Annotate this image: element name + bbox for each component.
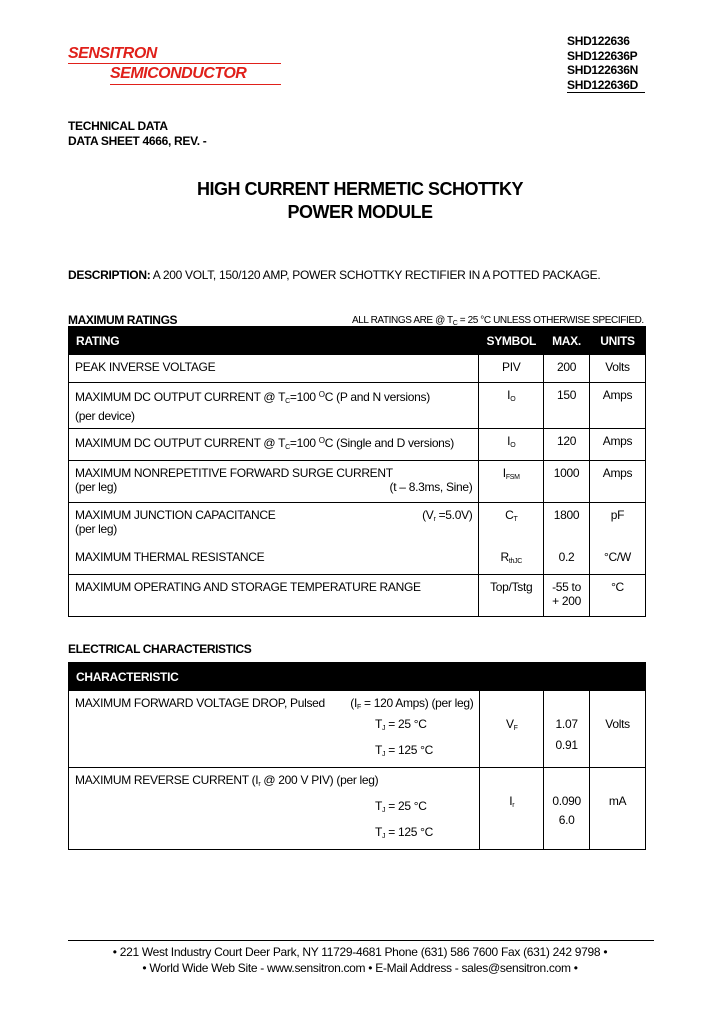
symbol-text: R [500, 549, 509, 564]
symbol-sub: thJC [508, 557, 523, 565]
characteristic-units: Volts [590, 691, 646, 768]
footer [0, 944, 720, 976]
header-max: MAX. [544, 327, 590, 355]
part-number: SHD122636P [567, 48, 638, 63]
title-line1: HIGH CURRENT HERMETIC SCHOTTKY [197, 179, 523, 199]
label-text: MAXIMUM JUNCTION CAPACITANCE [75, 508, 276, 522]
table-row [69, 768, 646, 850]
footer-contact: • World Wide Web Site - www.sensitron.com • E-Mail Address - sales@sensitron.com • [142, 961, 578, 975]
ratings-note-a: ALL RATINGS ARE @ T [352, 315, 453, 326]
rating-units: pF [590, 503, 646, 545]
header-units: UNITS [590, 327, 646, 355]
company-logo-sensitron: SENSITRON [68, 45, 157, 62]
part-numbers-rule [567, 92, 645, 93]
cond-text: = 120 Amps) (per leg) [360, 696, 474, 710]
maximum-ratings-title: MAXIMUM RATINGS [68, 313, 178, 327]
t-text: T [375, 799, 383, 813]
t-val: = 125 °C [385, 743, 434, 757]
t-val: = 25 °C [385, 799, 427, 813]
rating-units: °C/W [590, 545, 646, 575]
data-sheet-number: DATA SHEET 4666, REV. - [68, 133, 207, 148]
temperature-condition [75, 825, 473, 844]
rating-max [544, 574, 590, 616]
rating-units: °C [590, 574, 646, 616]
rating-label: PEAK INVERSE VOLTAGE [69, 355, 479, 383]
characteristic-symbol [480, 691, 544, 768]
rating-label: MAXIMUM THERMAL RESISTANCE [69, 545, 479, 575]
condition-note [350, 696, 473, 715]
table-row [69, 545, 646, 575]
rating-max: 0.2 [544, 545, 590, 575]
rating-max: 1000 [544, 461, 590, 503]
characteristic-label [69, 691, 480, 768]
label-text: C (Single and D versions) [324, 436, 454, 450]
rating-symbol [479, 429, 544, 461]
table-row [69, 355, 646, 383]
symbol-text: I [507, 434, 511, 448]
label-sub: C [285, 398, 290, 405]
part-numbers [567, 34, 638, 92]
symbol-text: I [502, 466, 506, 480]
table-row [69, 574, 646, 616]
symbol-sub: O [510, 396, 516, 403]
rating-max: 120 [544, 429, 590, 461]
max-line1: 1.07 [555, 717, 578, 731]
electrical-characteristics-title: ELECTRICAL CHARACTERISTICS [68, 642, 252, 656]
characteristic-symbol [480, 768, 544, 850]
rating-label: MAXIMUM OPERATING AND STORAGE TEMPERATURE RANGE [69, 574, 479, 616]
t-sub: J [382, 751, 386, 758]
label-text: MAXIMUM NONREPETITIVE FORWARD SURGE CURRENT [75, 466, 393, 480]
t-sub: J [382, 725, 386, 732]
electrical-characteristics-table [68, 662, 646, 850]
label-text: @ 200 V PIV) (per leg) [260, 773, 379, 787]
label-sub: C [285, 444, 290, 451]
part-number: SHD122636 [567, 34, 630, 48]
temperature-condition [75, 717, 473, 736]
rating-label [69, 383, 479, 429]
footer-rule [68, 940, 654, 941]
t-sub: J [382, 833, 386, 840]
rating-symbol [479, 503, 544, 545]
t-sub: J [382, 807, 386, 814]
t-text: T [375, 717, 383, 731]
part-number: SHD122636D [567, 77, 639, 92]
label-line2: (per leg) [75, 522, 117, 536]
max-line2: 6.0 [558, 813, 575, 827]
description [68, 268, 600, 282]
rating-symbol [479, 461, 544, 503]
description-label: DESCRIPTION: [68, 268, 151, 282]
technical-data [68, 119, 206, 148]
characteristic-max [544, 691, 590, 768]
rating-max: 200 [544, 355, 590, 383]
symbol-sub: FSM [505, 474, 520, 481]
max-line2: 0.91 [555, 738, 578, 752]
ratings-note-b: = 25 °C UNLESS OTHERWISE SPECIFIED. [457, 315, 644, 326]
table-row [69, 461, 646, 503]
rating-max: 1800 [544, 503, 590, 545]
rating-units: Volts [590, 355, 646, 383]
cond-text: =5.0V) [435, 508, 473, 522]
label-text: =100 [289, 436, 319, 450]
characteristic-label [69, 768, 480, 850]
t-val: = 25 °C [385, 717, 427, 731]
header-rating: RATING [69, 327, 479, 355]
header-symbol: SYMBOL [479, 327, 544, 355]
symbol-sub: T [513, 516, 518, 523]
symbol-text: C [505, 508, 514, 522]
rating-label [69, 429, 479, 461]
label-sub: r [258, 781, 261, 788]
table-header-row [69, 663, 646, 691]
rating-label [69, 503, 479, 545]
rating-symbol: Top/Tstg [479, 574, 544, 616]
title-line2: POWER MODULE [287, 202, 433, 222]
t-text: T [375, 743, 383, 757]
label-text: MAXIMUM FORWARD VOLTAGE DROP, Pulsed [75, 696, 325, 710]
company-logo-semiconductor: SEMICONDUCTOR [110, 65, 247, 82]
part-number: SHD122636N [567, 63, 639, 77]
label-text: =100 [289, 390, 319, 404]
label-text: C (P and N versions) [324, 390, 430, 404]
label-text: MAXIMUM DC OUTPUT CURRENT @ T [75, 436, 286, 450]
t-val: = 125 °C [385, 825, 434, 839]
rating-symbol [479, 383, 544, 429]
temperature-condition [75, 743, 473, 762]
description-text: A 200 VOLT, 150/120 AMP, POWER SCHOTTKY RECTIFIER IN A POTTED PACKAGE. [150, 268, 601, 282]
symbol-sub: F [513, 725, 518, 732]
symbol-sub: r [512, 802, 515, 809]
symbol-text: I [507, 388, 511, 402]
label-text: MAXIMUM DC OUTPUT CURRENT @ T [75, 390, 286, 404]
rating-label [69, 461, 479, 503]
label-line2: (per device) [75, 409, 135, 423]
header-characteristic: CHARACTERISTIC [69, 663, 646, 691]
logo-rule-top [68, 63, 281, 64]
cond-text: (I [350, 696, 357, 710]
label-sup: O [318, 436, 325, 445]
table-row [69, 383, 646, 429]
cond-sub: r [433, 516, 436, 523]
temperature-condition [75, 799, 473, 818]
document-title [0, 178, 720, 224]
label-text: MAXIMUM REVERSE CURRENT (I [75, 773, 259, 787]
table-row [69, 691, 646, 768]
cond-sub: F [356, 704, 361, 711]
symbol-text: V [505, 717, 514, 731]
characteristic-max [544, 768, 590, 850]
rating-units: Amps [590, 461, 646, 503]
max-line1: 0.090 [552, 794, 581, 808]
max-line1: -55 to [552, 579, 581, 594]
t-text: T [375, 825, 383, 839]
table-row [69, 429, 646, 461]
characteristic-units: mA [590, 768, 646, 850]
technical-data-label: TECHNICAL DATA [68, 119, 168, 133]
ratings-note-sub: C [452, 320, 458, 327]
rating-symbol [479, 545, 544, 575]
max-line2: + 200 [552, 593, 581, 608]
rating-units: Amps [590, 383, 646, 429]
table-row [69, 503, 646, 545]
symbol-text: I [509, 794, 513, 808]
condition-note: (t – 8.3ms, Sine) [389, 480, 473, 494]
rating-units: Amps [590, 429, 646, 461]
rating-max: 150 [544, 383, 590, 429]
logo-rule-bottom [110, 84, 281, 85]
cond-text: (V [422, 508, 434, 522]
symbol-sub: O [510, 442, 516, 449]
footer-address: • 221 West Industry Court Deer Park, NY 11729-4681 Phone (631) 586 7600 Fax (631) 242 9798 • [112, 945, 608, 959]
table-header-row [69, 327, 646, 355]
condition-note [422, 508, 472, 527]
rating-symbol: PIV [479, 355, 544, 383]
maximum-ratings-table [68, 326, 646, 617]
label-line2: (per leg) [75, 480, 117, 494]
label-sup: O [318, 390, 325, 399]
